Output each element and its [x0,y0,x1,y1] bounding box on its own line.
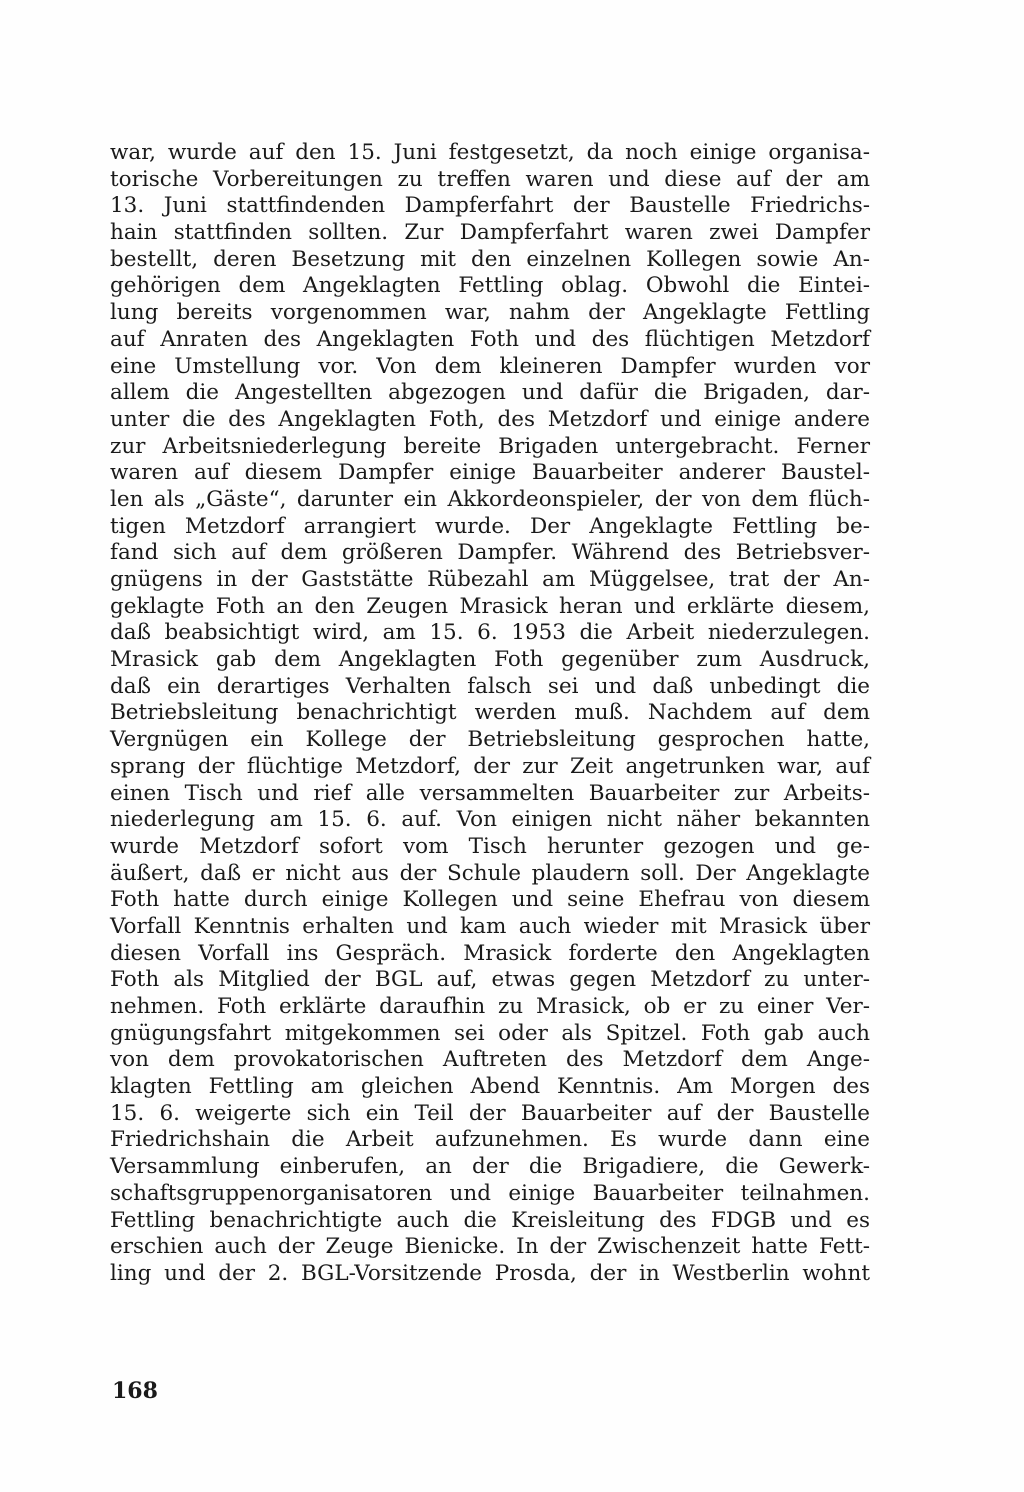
text-line: Friedrichshain die Arbeit aufzunehmen. Es wurde dann eine [110,1127,870,1153]
text-line: fand sich auf dem größeren Dampfer. Während des Betriebsver- [110,540,870,566]
text-line: lung bereits vorgenommen war, nahm der Angeklagte Fettling [110,300,870,326]
text-line: erschien auch der Zeuge Bienicke. In der Zwischenzeit hatte Fett- [110,1234,870,1260]
body-text [110,140,870,1288]
text-line: nehmen. Foth erklärte daraufhin zu Mrasick, ob er zu einer Ver- [110,994,870,1019]
text-line: geklagte Foth an den Zeugen Mrasick heran und erklärte diesem, [110,593,870,619]
text-line: bestellt, deren Besetzung mit den einzelnen Kollegen sowie An- [110,246,870,272]
text-line: Foth als Mitglied der BGL auf, etwas gegen Metzdorf zu unter- [110,967,870,993]
text-line: 13. Juni stattfindenden Dampferfahrt der Baustelle Friedrichs- [110,193,870,219]
text-line: von dem provokatorischen Auftreten des Metzdorf dem Ange- [110,1047,870,1073]
text-line: auf Anraten des Angeklagten Foth und des flüchtigen Metzdorf [110,326,870,352]
text-line: 15. 6. weigerte sich ein Teil der Bauarbeiter auf der Baustelle [110,1100,870,1126]
text-line: Foth hatte durch einige Kollegen und seine Ehefrau von diesem [110,887,870,913]
text-line: diesen Vorfall ins Gespräch. Mrasick forderte den Angeklagten [110,940,870,966]
text-line: daß beabsichtigt wird, am 15. 6. 1953 die Arbeit niederzulegen. [110,620,870,646]
text-line: tigen Metzdorf arrangiert wurde. Der Angeklagte Fettling be- [110,513,870,539]
text-line: len als „Gäste“, darunter ein Akkordeonspieler, der von dem flüch- [110,486,870,512]
text-line: Vorfall Kenntnis erhalten und kam auch wieder mit Mrasick über [110,913,870,939]
text-line: Mrasick gab dem Angeklagten Foth gegenüber zum Ausdruck, [110,647,870,673]
text-line: Vergnügen ein Kollege der Betriebsleitung gesprochen hatte, [110,727,870,753]
text-line: gnügungsfahrt mitgekommen sei oder als Spitzel. Foth gab auch [110,1020,870,1046]
text-line: Versammlung einberufen, an der die Brigadiere, die Gewerk- [110,1154,870,1180]
text-line: einen Tisch und rief alle versammelten Bauarbeiter zur Arbeits- [110,780,870,806]
text-line: schaftsgruppenorganisatoren und einige Bauarbeiter teilnahmen. [110,1180,870,1206]
text-line: eine Umstellung vor. Von dem kleineren Dampfer wurden vor [110,353,870,379]
text-line: wurde Metzdorf sofort vom Tisch herunter gezogen und ge- [110,833,870,859]
text-line: torische Vorbereitungen zu treffen waren und diese auf der am [110,166,870,192]
text-line: war, wurde auf den 15. Juni festgesetzt, da noch einige organisa- [110,140,870,165]
text-line: unter die des Angeklagten Foth, des Metzdorf und einige andere [110,406,870,432]
text-line: gnügens in der Gaststätte Rübezahl am Müggelsee, trat der An- [110,567,870,592]
text-line: ling und der 2. BGL-Vorsitzende Prosda, der in Westberlin wohnt [110,1260,870,1286]
text-line: daß ein derartiges Verhalten falsch sei und daß unbedingt die [110,673,870,699]
text-line: zur Arbeitsniederlegung bereite Brigaden untergebracht. Ferner [110,433,870,459]
text-line: Fettling benachrichtigte auch die Kreisleitung des FDGB und es [110,1207,870,1233]
text-line: waren auf diesem Dampfer einige Bauarbeiter anderer Baustel- [110,460,870,486]
text-line: allem die Angestellten abgezogen und dafür die Brigaden, dar- [110,380,870,406]
text-line: sprang der flüchtige Metzdorf, der zur Zeit angetrunken war, auf [110,753,870,779]
page-number: 168 [112,1378,158,1404]
text-line: niederlegung am 15. 6. auf. Von einigen nicht näher bekannten [110,807,870,833]
text-line: hain stattfinden sollten. Zur Dampferfahrt waren zwei Dampfer [110,220,870,246]
text-line: Betriebsleitung benachrichtigt werden muß. Nachdem auf dem [110,700,870,726]
text-line: äußert, daß er nicht aus der Schule plaudern soll. Der Angeklagte [110,860,870,886]
text-line: gehörigen dem Angeklagten Fettling oblag. Obwohl die Eintei- [110,273,870,299]
text-line: klagten Fettling am gleichen Abend Kenntnis. Am Morgen des [110,1074,870,1100]
